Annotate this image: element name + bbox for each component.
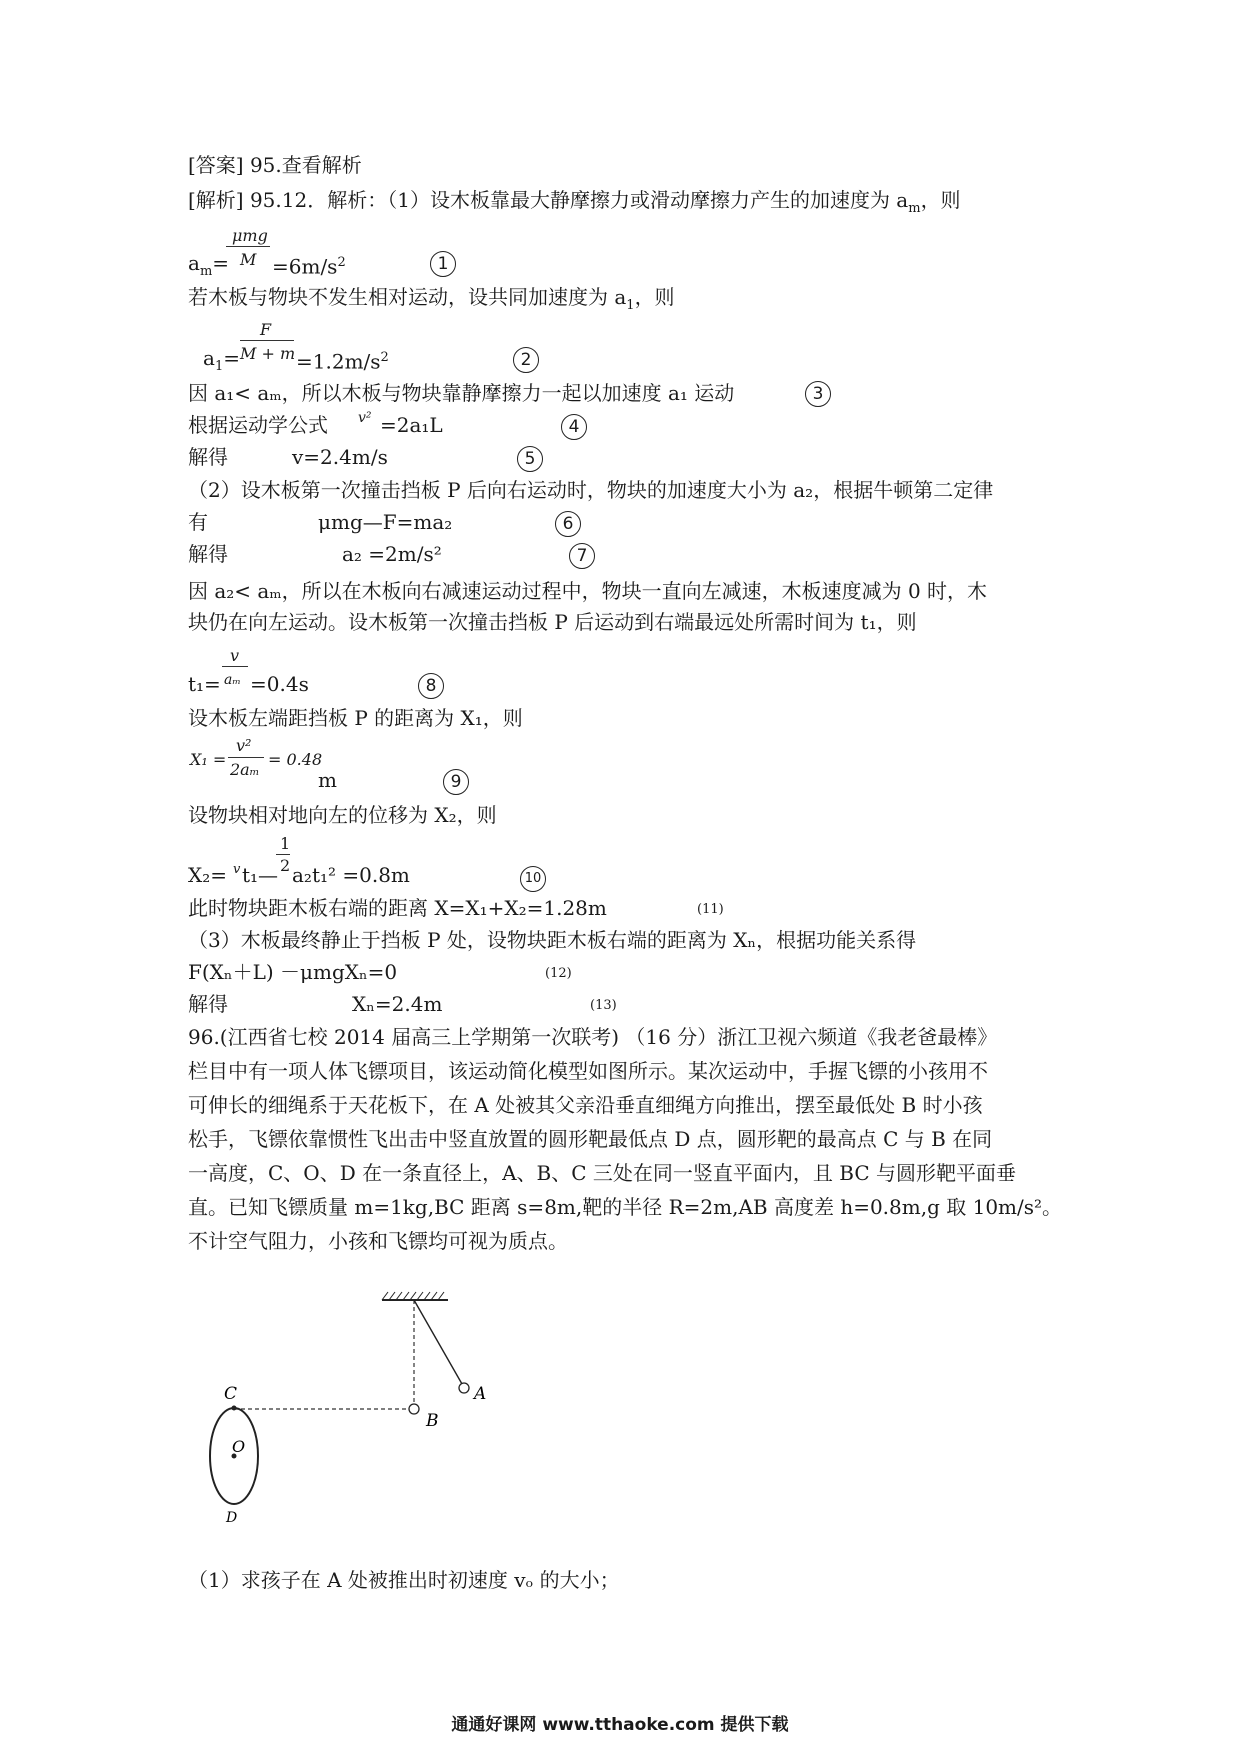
question-1: （1）求孩子在 A 处被推出时初速度 vₒ 的大小；: [188, 1568, 620, 1592]
eq1-mark: [430, 250, 456, 277]
mark-4: [561, 413, 587, 440]
mark-4-circle: 4: [561, 414, 587, 440]
label-a: A: [474, 1384, 487, 1404]
eq2-numerator: F: [260, 320, 272, 339]
eq2-mark: [513, 346, 539, 373]
mark-3: [805, 380, 831, 407]
eq9-result: = 0.48: [268, 750, 323, 769]
rope-to-a: [414, 1300, 462, 1384]
mark-10-circle: 10: [520, 866, 546, 892]
eq10-denominator: 2: [280, 856, 291, 875]
problem-96-line-2: 栏目中有一项人体飞镖项目，该运动简化模型如图所示。某次运动中，手握飞镖的小孩用不: [188, 1059, 988, 1083]
eq2-lhs: $a_1=$: [203, 346, 240, 374]
line-11: 设木板左端距挡板 P 的距离为 X₁，则: [188, 706, 523, 730]
mark-12: (12): [545, 966, 572, 981]
eq1-result: $=6m/s^2$: [272, 254, 346, 279]
problem-96-line-3: 可伸长的细绳系于天花板下，在 A 处被其父亲沿垂直细绳方向推出，摆至最低处 B 时小孩: [188, 1093, 983, 1117]
point-b-ball: [409, 1404, 419, 1414]
no-rel-end: ，则: [634, 285, 675, 309]
eq2-lhs-a: a: [203, 346, 215, 370]
eq10-fraction-bar: [276, 854, 290, 855]
line-15: F(Xₙ＋L) －μmgXₙ=0: [188, 960, 398, 984]
no-rel-text: 若木板与物块不发生相对运动，设共同加速度为 a: [188, 285, 627, 309]
mark-8: [418, 672, 444, 699]
mark-8-circle: 8: [418, 673, 444, 699]
line-9: 因 a₂< aₘ，所以在木板向右减速运动过程中，物块一直向左减速，木板速度减为 0 时，木: [188, 579, 988, 603]
mark-9-circle: 9: [443, 769, 469, 795]
line-14: （3）木板最终静止于挡板 P 处，设物块距木板右端的距离为 Xₙ，根据功能关系得: [188, 928, 917, 952]
line-7-eq: μmg—F=ma₂: [318, 510, 453, 534]
analysis-intro-text: [解析] 95.12．解析：（1）设木板靠最大静摩擦力或滑动摩擦力产生的加速度为 a: [188, 188, 909, 212]
line-8-eq: a₂ =2m/s²: [342, 542, 442, 566]
eq8-fraction-bar: [222, 666, 248, 667]
point-a-ball: [459, 1383, 469, 1393]
mark-3-circle: 3: [805, 381, 831, 407]
eq2-lhs-sub: 1: [214, 359, 224, 374]
line-13: 此时物块距木板右端的距离 X=X₁+X₂=1.28m: [188, 896, 607, 920]
eq1-denominator: M: [240, 250, 257, 269]
label-c: C: [224, 1384, 238, 1404]
mark-13: (13): [590, 998, 617, 1013]
eq1-result-text: =6m/s: [272, 254, 338, 279]
mark-5-circle: 5: [517, 446, 543, 472]
eq1-fraction-bar: [226, 246, 270, 247]
mark-7-circle: 7: [569, 543, 595, 569]
mark-10: [520, 863, 546, 892]
mark-5: [517, 445, 543, 472]
mark-7: [569, 542, 595, 569]
point-c-dot: [232, 1406, 237, 1411]
line-4-v: v²: [358, 410, 372, 426]
eq1-lhs-sub: m: [199, 264, 213, 279]
line-4-label: 根据运动学公式: [188, 413, 328, 437]
line-7-label: 有: [188, 510, 208, 534]
problem-96-line-1: 96.(江西省七校 2014 届高三上学期第一次联考) （16 分）浙江卫视六频道《我老爸最棒》: [188, 1025, 998, 1049]
eq8-lhs: t₁=: [188, 672, 221, 696]
page-footer: 通通好课网 www.tthaoke.com 提供下载: [451, 1715, 789, 1735]
eq1-numerator: μmg: [232, 226, 268, 245]
eq8-result: =0.4s: [250, 672, 309, 696]
eq10-t: t₁—: [242, 863, 279, 887]
intro-end: ，则: [920, 188, 961, 212]
eq2-fraction-bar: [240, 340, 294, 341]
line-16-eq: Xₙ=2.4m: [352, 992, 443, 1016]
line-5-label: 解得: [188, 445, 228, 469]
eq1-lhs-a: a: [188, 251, 200, 275]
line-8-label: 解得: [188, 542, 228, 566]
problem-96-line-5: 一高度，C、O、D 在一条直径上，A、B、C 三处在同一竖直平面内，且 BC 与圆形靶平面垂: [188, 1161, 1016, 1185]
label-o: O: [232, 1437, 246, 1456]
line-3: 因 a₁< aₘ，所以木板与物块靠静摩擦力一起以加速度 a₁ 运动: [188, 381, 735, 405]
problem-96-line-7: 不计空气阻力，小孩和飞镖均可视为质点。: [188, 1229, 568, 1253]
eq1-lhs: $a_m=$: [188, 251, 230, 279]
eq9-unit: m: [318, 768, 337, 792]
eq2-result-text: =1.2m/s: [296, 349, 381, 374]
line-6: （2）设木板第一次撞击挡板 P 后向右运动时，物块的加速度大小为 a₂，根据牛顿第二定律: [188, 478, 994, 502]
line-10: 块仍在向左运动。设木板第一次撞击挡板 P 后运动到右端最远处所需时间为 t₁，则: [188, 610, 917, 634]
line-16-label: 解得: [188, 992, 228, 1016]
eq9-numerator: v²: [236, 736, 252, 755]
problem-96-line-4: 松手，飞镖依靠惯性飞出击中竖直放置的圆形靶最低点 D 点，圆形靶的最高点 C 与 B 在同: [188, 1127, 993, 1151]
eq9-denominator: 2aₘ: [230, 760, 260, 779]
label-b: B: [426, 1411, 439, 1431]
eq8-numerator: v: [230, 646, 240, 665]
label-d: D: [226, 1510, 238, 1526]
no-rel-sub: 1: [626, 298, 635, 313]
answer-line: [答案] 95.查看解析: [188, 153, 362, 177]
intro-sub: m: [908, 201, 921, 216]
ceiling-hatch: [382, 1292, 444, 1300]
analysis-intro: [188, 185, 961, 224]
eq10-numerator: 1: [280, 834, 291, 853]
eq2-mark-circle: 2: [513, 347, 539, 373]
line-5-eq: v=2.4m/s: [292, 445, 388, 469]
eq9-lhs: X₁ =: [190, 750, 227, 769]
eq9-fraction-bar: [228, 757, 264, 758]
mark-11: (11): [697, 902, 724, 917]
eq8-denominator: aₘ: [224, 672, 241, 688]
eq2-result: $=1.2m/s^2$: [296, 349, 389, 374]
eq10-result: a₂t₁² =0.8m: [292, 863, 410, 887]
no-relative-motion-line: [188, 282, 675, 321]
eq2-denominator: M + m: [240, 344, 296, 363]
line-12: 设物块相对地向左的位移为 X₂，则: [188, 803, 497, 827]
mark-6: [555, 510, 581, 537]
line-4-eq: =2a₁L: [380, 413, 443, 437]
mark-9: [443, 768, 469, 795]
eq10-v: v: [233, 862, 241, 877]
dart-diagram: [190, 1280, 530, 1540]
mark-6-circle: 6: [555, 511, 581, 537]
eq1-mark-circle: 1: [430, 251, 456, 277]
eq10-lhs: X₂=: [188, 863, 228, 887]
problem-96-line-6: 直。已知飞镖质量 m=1kg,BC 距离 s=8m,靶的半径 R=2m,AB 高度差 h=0.8m,g 取 10m/s²。: [188, 1195, 1063, 1219]
